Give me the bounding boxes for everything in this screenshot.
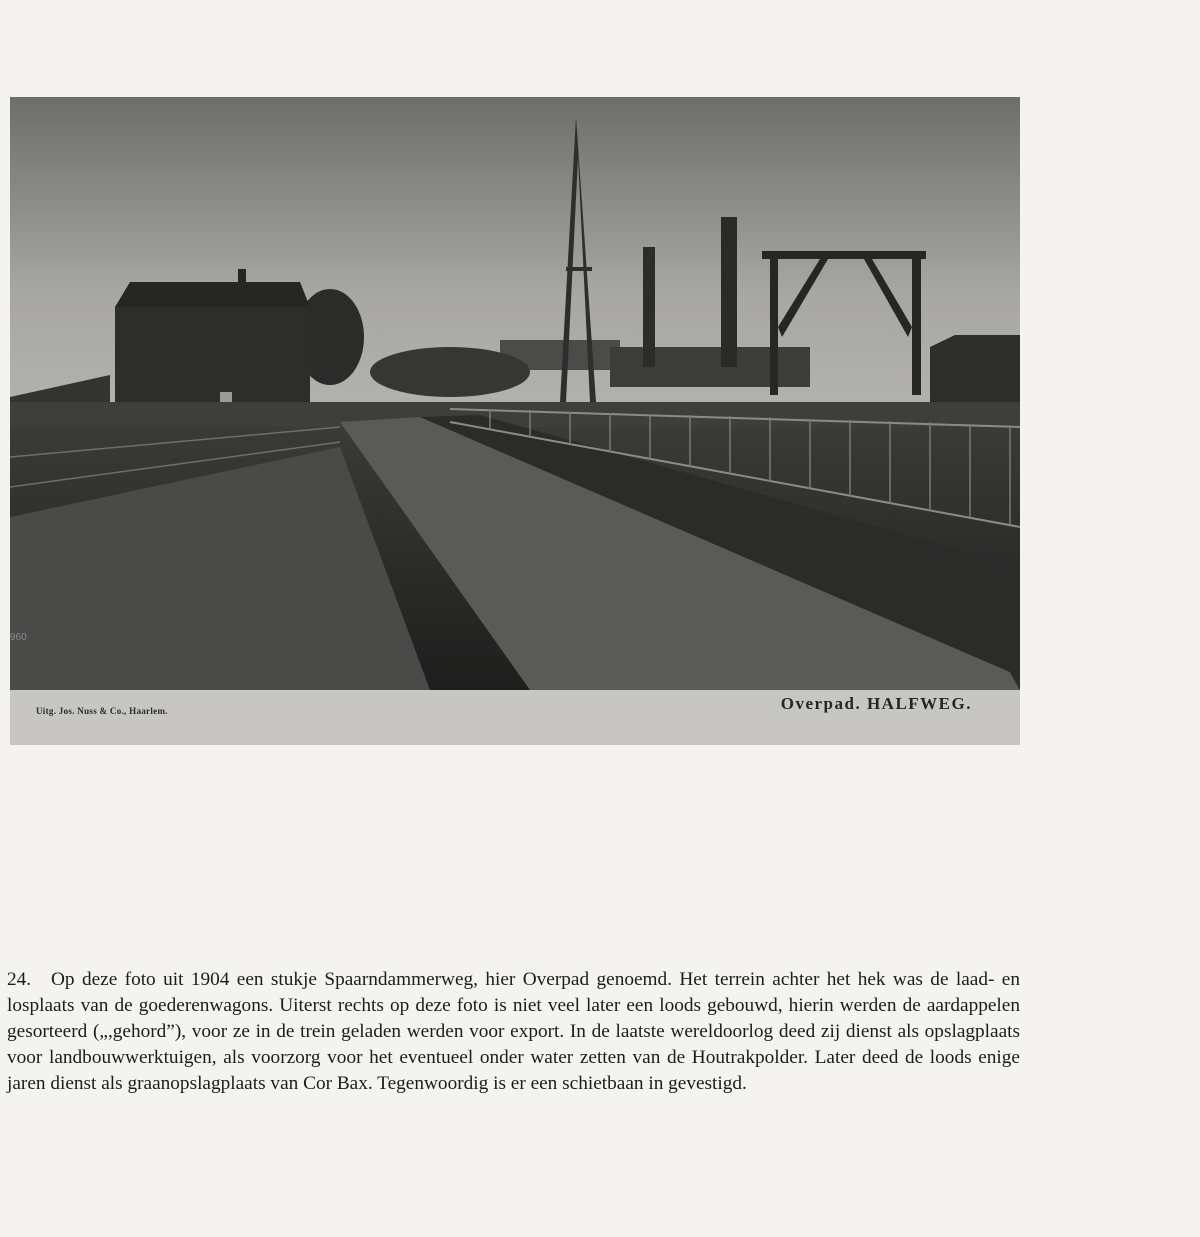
plate-number: 960: [10, 632, 27, 643]
place-caption: Overpad. HALFWEG.: [780, 694, 972, 713]
historic-photo-halfweg: [10, 97, 1020, 745]
chimney-right: [721, 217, 737, 367]
photo-image: [10, 97, 1020, 690]
caption-number: 24.: [7, 969, 32, 990]
caption-text: Op deze foto uit 1904 een stukje Spaarndammerweg, hier Overpad genoemd. Het terrein achter het hek was de laad- en losplaats van de goederenwagons. Uiterst rechts op deze foto is niet veel later een loods gebouwd, hierin werden de aardappelen gesorteerd („,gehord”), voor ze in de trein geladen werden voor export. In de laatste wereldoorlog deed zij dienst als opslagplaats voor landbouwwerktuigen, als voorzorg voor het eventueel onder water zetten van de Houtrakpolder. Later deed de loods enige jaren dienst als graanopslagplaats van Cor Bax. Tegenwoordig is er een schietbaan in gevestigd.: [7, 969, 1020, 1094]
chimney-left: [643, 247, 655, 367]
publisher-imprint: Uitg. Jos. Nuss & Co., Haarlem.: [36, 706, 168, 716]
postcard-caption-bar: [10, 690, 1020, 745]
photo-caption: [7, 967, 1020, 1097]
